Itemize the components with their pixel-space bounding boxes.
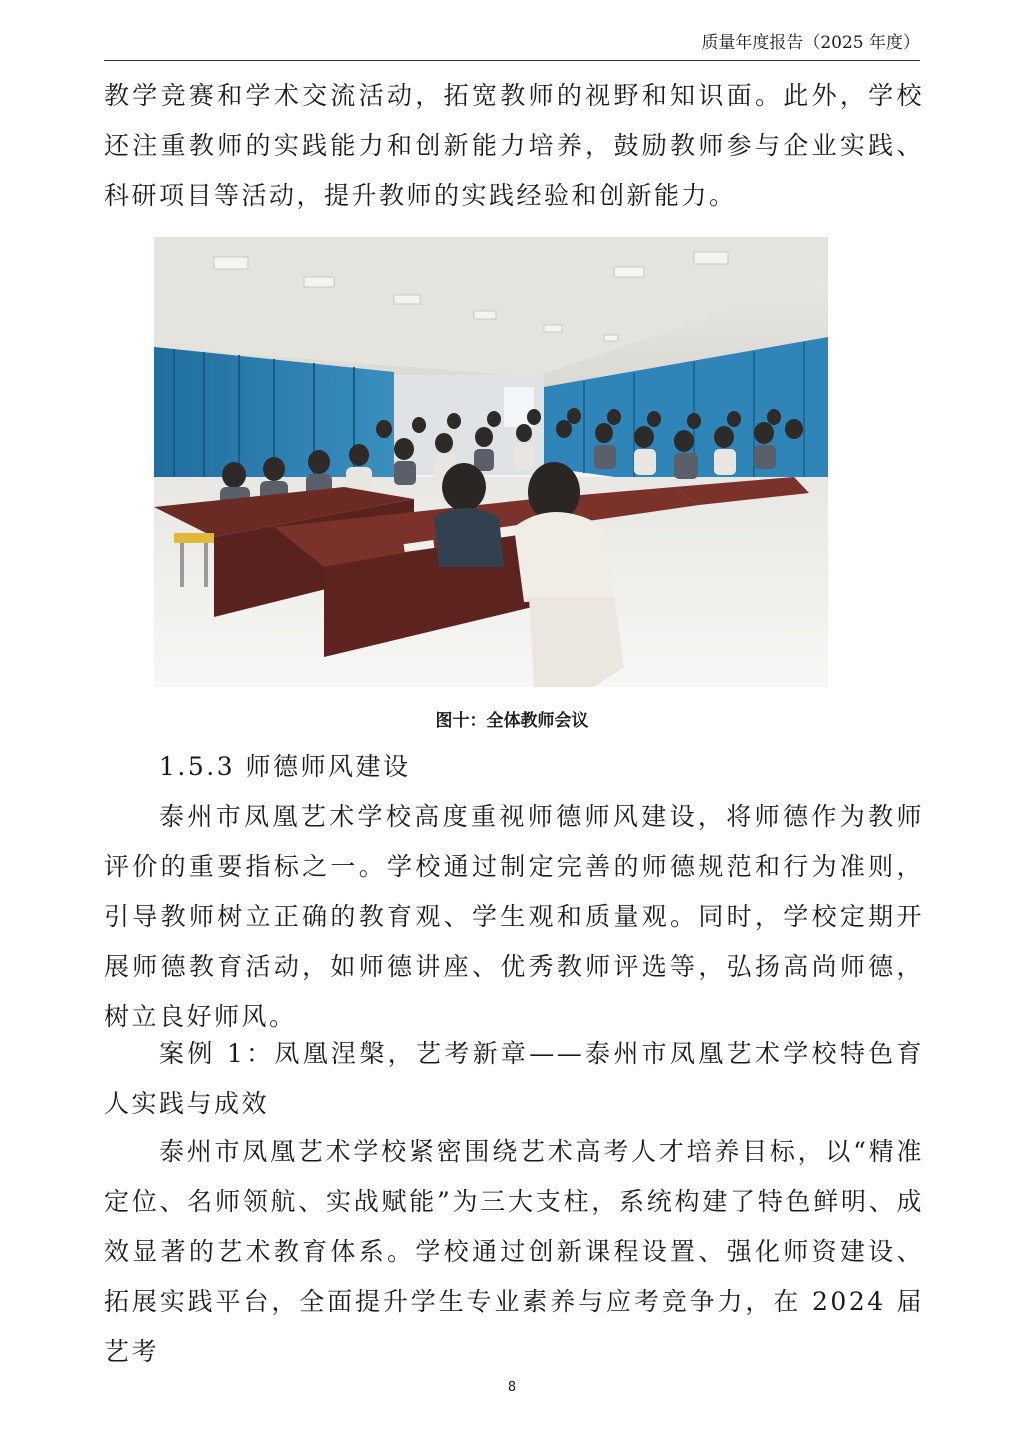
case-paragraph: 泰州市凤凰艺术学校紧密围绕艺术高考人才培养目标，以“精准定位、名师领航、实战赋能”为三大支柱，系统构建了特色鲜明、成效显著的艺术教育体系。学校通过创新课程设置、强化师资建设、拓展实践平台，全面提升学生专业素养与应考竞争力，在 2024 届艺考 (104, 1137, 924, 1366)
section-heading: 1.5.3 师德师风建设 (159, 752, 411, 781)
intro-paragraph: 教学竞赛和学术交流活动，拓宽教师的视野和知识面。此外，学校还注重教师的实践能力和创新能力培养，鼓励教师参与企业实践、科研项目等活动，提升教师的实践经验和创新能力。 (104, 81, 924, 210)
page-header (104, 30, 920, 61)
teachers-meeting-photo (154, 237, 828, 687)
section-paragraph: 泰州市凤凰艺术学校高度重视师德师风建设，将师德作为教师评价的重要指标之一。学校通过制定完善的师德规范和行为准则，引导教师树立正确的教育观、学生观和质量观。同时，学校定期开展师德教育活动，如师德讲座、优秀教师评选等，弘扬高尚师德，树立良好师风。 (104, 802, 924, 1031)
figure-caption: 图十：全体教师会议 (435, 711, 589, 731)
report-title: 质量年度报告（2025 年度） (701, 33, 920, 53)
page-number: 8 (507, 1380, 517, 1395)
case-title: 案例 1：凤凰涅槃，艺考新章——泰州市凤凰艺术学校特色育人实践与成效 (104, 1039, 924, 1118)
